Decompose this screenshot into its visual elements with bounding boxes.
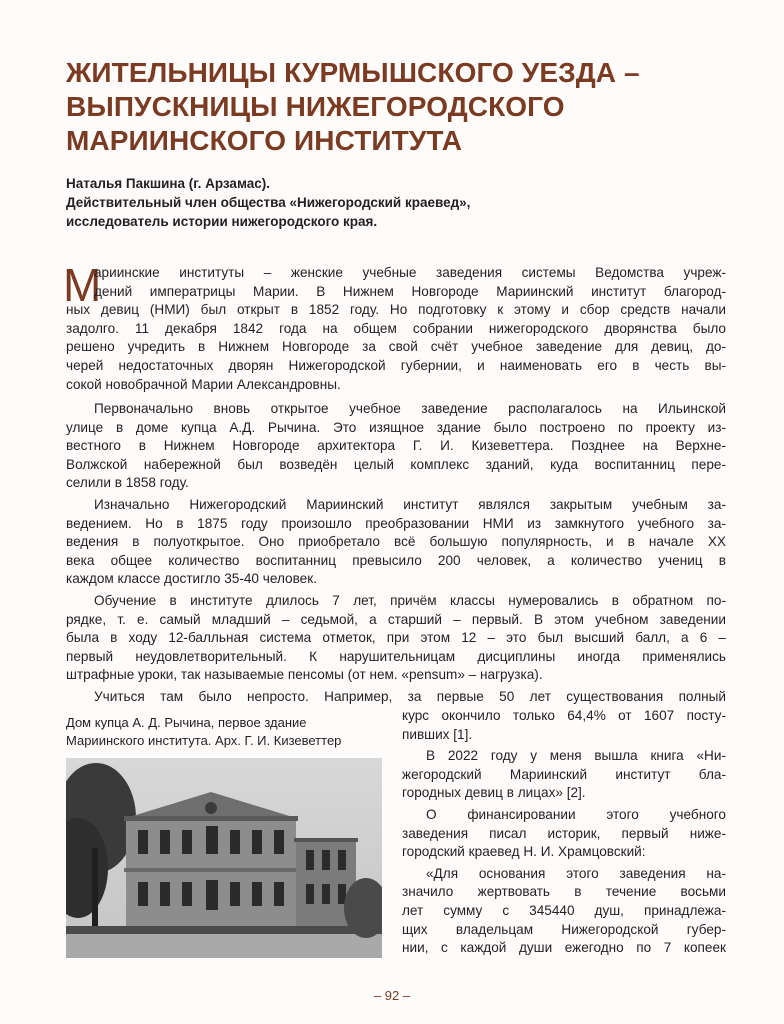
building-photo (66, 758, 382, 958)
paragraph-3 (66, 496, 726, 589)
right-column (402, 707, 726, 958)
text-line: значило жертвовать в течение восьми (402, 884, 726, 900)
title-line: ЖИТЕЛЬНИЦЫ КУРМЫШСКОГО УЕЗДА – (66, 57, 640, 88)
text-line: заведения писал историк, первый ниже- (402, 825, 726, 841)
text-line: решено учредить в Нижнем Новгороде за свой счёт учебное заведение для девиц, до- (66, 339, 726, 355)
article-title (66, 56, 726, 158)
text-line: века общее количество воспитанниц превысило 200 человек, а количество учениц в (66, 552, 726, 568)
text-line: штрафные уроки, так называемые пенсомы (от нем. «pensum» – нагрузка). (66, 667, 543, 683)
text-line: селили в 1858 году. (66, 475, 189, 491)
text-line: щих владельцам Нижегородской губер- (402, 921, 726, 937)
text-line: «Для основания этого заведения на- (426, 865, 726, 881)
text-line: первый неудовлетворительный. К нарушительницам дисциплины иногда применялись (66, 648, 726, 664)
text-line: задолго. 11 декабря 1842 года на общем собрании нижегородского дворянства было (66, 320, 726, 336)
text-line: Учиться там было непросто. Например, за первые 50 лет существования полный (94, 689, 726, 704)
text-line: городский краевед Н. И. Храмцовский: (402, 844, 646, 860)
text-line: нии, с каждой души ежегодно по 7 копеек (402, 940, 726, 956)
text-line: В 2022 году у меня вышла книга «Ни- (426, 748, 726, 764)
text-line: Обучение в институте длилось 7 лет, причём классы нумеровались в обратном по- (94, 593, 726, 608)
paragraph-2 (66, 400, 726, 493)
text-line: О финансировании этого учебного (426, 806, 726, 822)
text-line: ариинские институты – женские учебные заведения системы Ведомства учреж- (94, 265, 726, 280)
title-line: МАРИИНСКОГО ИНСТИТУТА (66, 125, 463, 156)
author-block (66, 174, 726, 231)
text-line: была в ходу 12-балльная система отметок, при этом 12 – это был высший балл, а 6 – (66, 630, 726, 646)
historic-building-image (66, 758, 382, 958)
text-line: пивших [1]. (402, 726, 473, 742)
author-name: Наталья Пакшина (г. Арзамас). (66, 176, 271, 191)
photo-caption (66, 714, 386, 750)
text-line: черей недостаточных дворян Нижегородской губернии, и наименовать его в честь вы- (66, 357, 726, 373)
title-line: ВЫПУСКНИЦЫ НИЖЕГОРОДСКОГО (66, 91, 565, 122)
page-number: – 92 – (373, 988, 411, 1003)
text-line: ведением. Но в 1875 году произошло преобразовании НМИ из замкнутого учебного за- (66, 515, 726, 531)
text-line: жегородский Мариинский институт бла- (402, 766, 726, 782)
text-line: лет сумму с 345440 душ, принадлежа- (402, 902, 726, 918)
paragraph-4 (66, 592, 726, 685)
text-line: Первоначально вновь открытое учебное заведение располагалось на Ильинской (94, 401, 726, 416)
text-line: дений императрицы Марии. В Нижнем Новгороде Мариинский институт благород- (94, 283, 726, 299)
author-description: исследователь истории нижегородского края. (66, 214, 378, 229)
text-line: городных девиц в лицах» [2]. (402, 785, 586, 801)
author-affiliation: Действительный член общества «Нижегородский краевед», (66, 195, 471, 210)
text-line: Изначально Нижегородский Мариинский институт являлся закрытым учебным за- (94, 497, 726, 512)
text-line: улице в доме купца А.Д. Рычина. Это изящное здание было построено по проекту из- (66, 419, 726, 435)
text-line: курс окончило только 64,4% от 1607 посту- (402, 708, 726, 723)
text-line: ных девиц (НМИ) был открыт в 1852 году. Но подготовку к этому и сбор средств начали (66, 302, 726, 318)
text-line: сокой новобрачной Марии Александровны. (66, 376, 341, 392)
paragraph-1 (66, 264, 726, 394)
caption-line: Мариинского института. Арх. Г. И. Кизеветтер (66, 733, 342, 748)
text-line: вестного в Нижнем Новгороде архитектора Г. И. Кизеветтера. Позднее на Верхне- (66, 438, 726, 454)
text-line: Волжской набережной был возведён целый комплекс зданий, куда воспитанниц пере- (66, 456, 726, 472)
text-line: ведения в полуоткрытое. Оно приобретало всё большую популярность, и в начале XX (66, 534, 726, 550)
drop-cap: М (63, 259, 102, 311)
text-line: рядке, т. е. самый младший – седьмой, а старший – первый. В этом учебном заведении (66, 611, 726, 627)
text-line: каждом классе достигло 35-40 человек. (66, 571, 317, 587)
caption-line: Дом купца А. Д. Рычина, первое здание (66, 715, 307, 730)
paragraph-5-start (66, 688, 726, 707)
